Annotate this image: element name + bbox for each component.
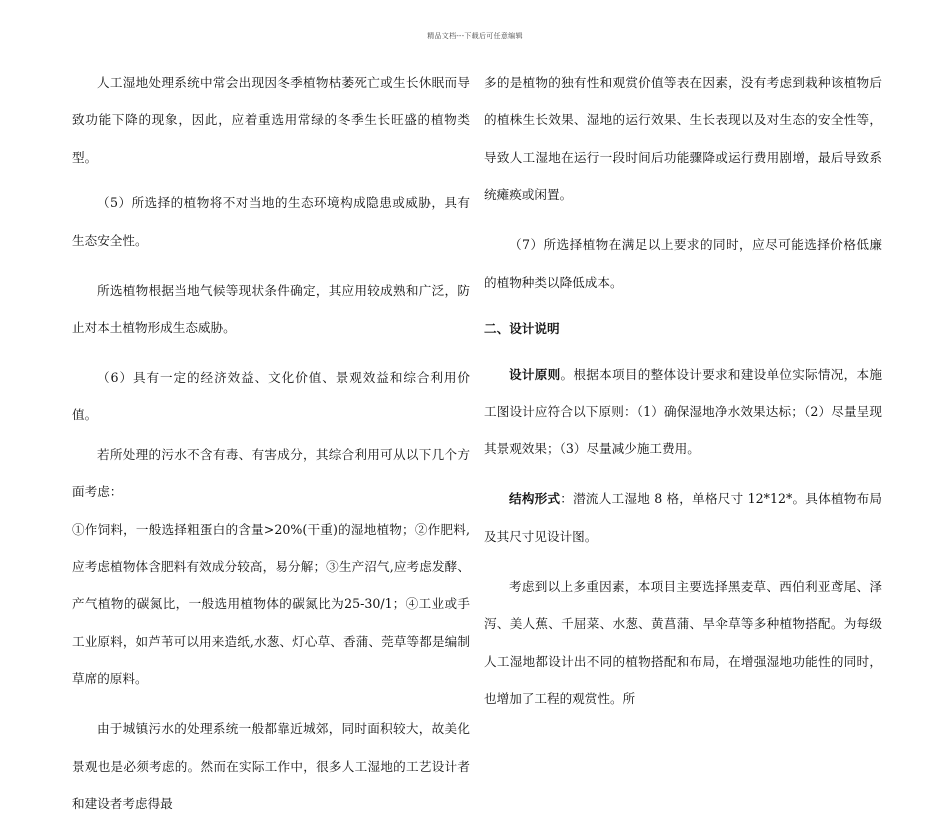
left-column [72,64,470,835]
paragraph-utilization-intro: 若所处理的污水不含有毒、有害成分，其综合利用可从以下几个方面考虑： [72,446,470,500]
design-principles-text: 。根据本项目的整体设计要求和建设单位实际情况，本施工图设计应符合以下原则：（1）确保湿地净水效果达标；（2）尽量呈现其景观效果；（3）尽量减少施工费用。 [484,366,883,457]
right-column [484,64,882,730]
paragraph-plant-selection: 考虑到以上多重因素，本项目主要选择黑麦草、西伯利亚鸢尾、泽泻、美人蕉、千屈菜、水葱、黄菖蒲、旱伞草等多种植物搭配。为每级人工湿地都设计出不同的植物搭配和布局，在增强湿地功能性的同时，也增加了工程的观赏性。所 [484,578,882,707]
paragraph-design-principles [484,356,882,468]
paragraph-evergreen: 人工湿地处理系统中常会出现因冬季植物枯萎死亡或生长休眠而导致功能下降的现象，因此，应着重选用常绿的冬季生长旺盛的植物类型。 [72,75,470,165]
structure-text: ：潜流人工湿地 8 格，单格尺寸 12*12*。具体植物布局及其尺寸见设计图。 [484,491,882,544]
paragraph-continuation: 多的是植物的独有性和观赏价值等表在因素，没有考虑到栽种该植物后的植株生长效果、湿地的运行效果、生长表现以及对生态的安全性等，导致人工湿地在运行一段时间后功能骤降或运行费用剧增，最后导致系统瘫痪或闲置。 [484,75,882,203]
section-heading: 二、设计说明 [484,320,560,336]
structure-label: 结构形式 [509,491,561,507]
design-principles-label: 设计原则 [509,366,561,382]
paragraph-item-6: （6）具有一定的经济效益、文化价值、景观效益和综合利用价值。 [72,370,470,423]
paragraph-landscape: 由于城镇污水的处理系统一般都靠近城郊，同时面积较大，故美化景观也是必须考虑的。然而在实际工作中，很多人工湿地的工艺设计者和建设者考虑得最 [72,721,470,812]
paragraph-utilization-list: ①作饲料，一般选择粗蛋白的含量>20%(干重)的湿地植物；②作肥料,应考虑植物体含肥料有效成分较高，易分解；③生产沼气,应考虑发酵、产气植物的碳氮比，一般选用植物体的碳氮比为25-30/1；④工业或手工业原料，如芦苇可以用来造纸,水葱、灯心草、香蒲、莞草等都是编制草席的原料。 [72,521,470,687]
paragraph-local-climate: 所选植物根据当地气候等现状条件确定，其应用较成熟和广泛，防止对本土植物形成生态威胁。 [72,282,470,336]
paragraph-item-7: （7）所选择植物在满足以上要求的同时，应尽可能选择价格低廉的植物种类以降低成本。 [484,237,882,290]
page-header: 精品文档---下载后可任意编辑 [427,32,523,40]
paragraph-item-5: （5）所选择的植物将不对当地的生态环境构成隐患或威胁，具有生态安全性。 [72,195,470,248]
paragraph-structure [484,480,882,555]
